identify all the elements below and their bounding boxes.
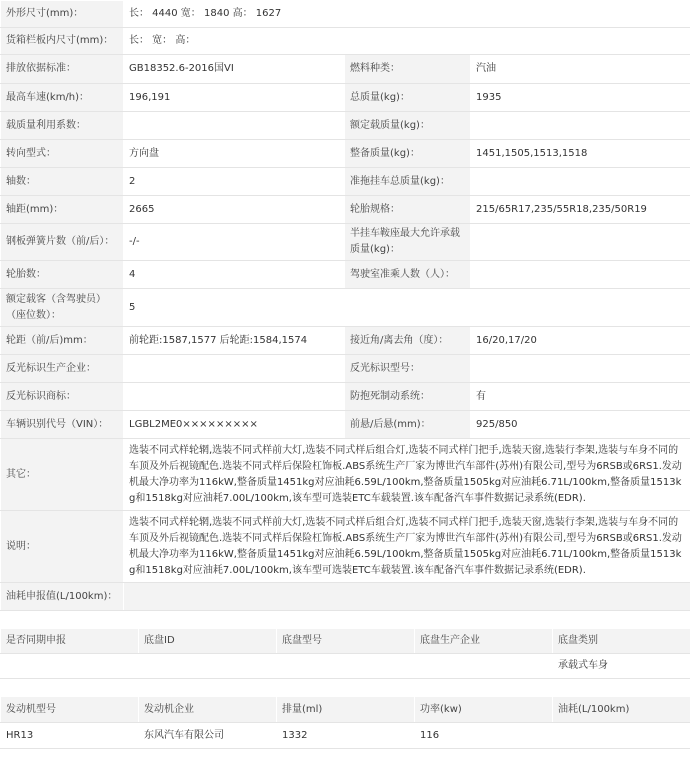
steering-label: 转向型式： bbox=[1, 140, 124, 168]
param-row bbox=[1, 289, 690, 327]
chassis-header-cell: 底盘生产企业 bbox=[415, 629, 553, 654]
overhang-value: 925/850 bbox=[471, 411, 690, 439]
param-row-fuel-value bbox=[1, 583, 690, 611]
reflector-brand-value bbox=[124, 383, 345, 411]
emission-label: 排放依据标准： bbox=[1, 55, 124, 84]
tires-value: 215/65R17,235/55R18,235/50R19 bbox=[471, 196, 690, 224]
max-speed-value: 196,191 bbox=[124, 84, 345, 112]
other-label: 其它： bbox=[1, 439, 124, 511]
param-row bbox=[1, 355, 690, 383]
chassis-row bbox=[1, 654, 690, 679]
fuel-type-label: 燃料种类： bbox=[345, 55, 471, 84]
abs-label: 防抱死制动系统： bbox=[345, 383, 471, 411]
engine-row bbox=[1, 723, 690, 749]
total-mass-label: 总质量(kg)： bbox=[345, 84, 471, 112]
param-row-other bbox=[1, 439, 690, 511]
reflector-maker-label: 反光标识生产企业： bbox=[1, 355, 124, 383]
chassis-cell bbox=[1, 654, 139, 679]
angles-value: 16/20,17/20 bbox=[471, 327, 690, 355]
chassis-cell bbox=[139, 654, 277, 679]
param-row bbox=[1, 168, 690, 196]
chassis-header-cell: 底盘ID bbox=[139, 629, 277, 654]
trailer-mass-value bbox=[471, 168, 690, 196]
chassis-cell bbox=[415, 654, 553, 679]
chassis-table bbox=[0, 628, 690, 679]
note-value: 选装不同式样轮辋,选装不同式样前大灯,选装不同式样后组合灯,选装不同式样门把手,选装天窗,选装行李架,选装与车身不同的车顶及外后视镜配色.选装不同式样后保险杠饰板.ABS系统生产厂家为博世汽车部件(苏州)有限公司,型号为6RSB或6RS1.发动机最大净功率为116kW,整备质量1451kg对应油耗6.59L/100km,整备质量1505kg对应油耗6.71L/100km,整备质量1513kg和1518kg对应油耗7.00L/100km,该车型可选装ETC车载装置.该车配备汽车事件数据记录系统(EDR). bbox=[124, 511, 690, 583]
track-label: 轮距（前/后)mm： bbox=[1, 327, 124, 355]
engine-cell: HR13 bbox=[1, 723, 139, 749]
param-row bbox=[1, 261, 690, 289]
param-row-cargo-size bbox=[1, 28, 690, 55]
reflector-maker-value bbox=[124, 355, 345, 383]
steering-value: 方向盘 bbox=[124, 140, 345, 168]
saddle-label: 半挂车鞍座最大允许承载质量(kg)： bbox=[345, 224, 471, 261]
param-row bbox=[1, 411, 690, 439]
vin-label: 车辆识别代号（VIN）： bbox=[1, 411, 124, 439]
engine-header-row bbox=[1, 697, 690, 723]
seats-label: 额定载客（含驾驶员）（座位数）： bbox=[1, 289, 124, 327]
chassis-header-cell: 是否同期申报 bbox=[1, 629, 139, 654]
outer-size-value: 长： 4440 宽： 1840 高： 1627 bbox=[124, 1, 690, 28]
overhang-label: 前悬/后悬(mm)： bbox=[345, 411, 471, 439]
note-label: 说明： bbox=[1, 511, 124, 583]
seats-value: 5 bbox=[124, 289, 690, 327]
param-row bbox=[1, 112, 690, 140]
angles-label: 接近角/离去角（度）： bbox=[345, 327, 471, 355]
rated-load-value bbox=[471, 112, 690, 140]
engine-header-cell: 发动机型号 bbox=[1, 697, 139, 723]
abs-value: 有 bbox=[471, 383, 690, 411]
chassis-cell: 承载式车身 bbox=[553, 654, 690, 679]
trailer-mass-label: 准拖挂车总质量(kg)： bbox=[345, 168, 471, 196]
wheelbase-label: 轴距(mm)： bbox=[1, 196, 124, 224]
engine-header-cell: 发动机企业 bbox=[139, 697, 277, 723]
engine-header-cell: 功率(kw) bbox=[415, 697, 553, 723]
param-row bbox=[1, 383, 690, 411]
other-value: 选装不同式样轮辋,选装不同式样前大灯,选装不同式样后组合灯,选装不同式样门把手,选装天窗,选装行李架,选装与车身不同的车顶及外后视镜配色.选装不同式样后保险杠饰板.ABS系统生产厂家为博世汽车部件(苏州)有限公司,型号为6RSB或6RS1.发动机最大净功率为116kW,整备质量1451kg对应油耗6.59L/100km,整备质量1505kg对应油耗6.71L/100km,整备质量1513kg和1518kg对应油耗7.00L/100km,该车型可选装ETC车载装置.该车配备汽车事件数据记录系统(EDR). bbox=[124, 439, 690, 511]
engine-header-cell: 油耗(L/100km) bbox=[553, 697, 690, 723]
section-spacer bbox=[0, 679, 690, 696]
fuel-value-value bbox=[124, 583, 690, 611]
engine-cell bbox=[553, 723, 690, 749]
outer-size-label: 外形尺寸(mm)： bbox=[1, 1, 124, 28]
param-row bbox=[1, 84, 690, 112]
reflector-model-value bbox=[471, 355, 690, 383]
wheelbase-value: 2665 bbox=[124, 196, 345, 224]
engine-cell: 1332 bbox=[277, 723, 415, 749]
load-util-value bbox=[124, 112, 345, 140]
curb-mass-label: 整备质量(kg)： bbox=[345, 140, 471, 168]
track-value: 前轮距:1587,1577 后轮距:1584,1574 bbox=[124, 327, 345, 355]
cab-passengers-label: 驾驶室准乘人数（人）： bbox=[345, 261, 471, 289]
chassis-cell bbox=[277, 654, 415, 679]
max-speed-label: 最高车速(km/h)： bbox=[1, 84, 124, 112]
rated-load-label: 额定载质量(kg)： bbox=[345, 112, 471, 140]
reflector-brand-label: 反光标识商标： bbox=[1, 383, 124, 411]
load-util-label: 载质量利用系数： bbox=[1, 112, 124, 140]
param-row-note bbox=[1, 511, 690, 583]
fuel-value-label: 油耗申报值(L/100km)： bbox=[1, 583, 124, 611]
cargo-size-value: 长： 宽： 高： bbox=[124, 28, 690, 55]
tire-count-label: 轮胎数： bbox=[1, 261, 124, 289]
tires-label: 轮胎规格： bbox=[345, 196, 471, 224]
chassis-header-cell: 底盘类别 bbox=[553, 629, 690, 654]
springs-label: 钢板弹簧片数（前/后）： bbox=[1, 224, 124, 261]
section-spacer bbox=[0, 611, 690, 628]
param-row bbox=[1, 327, 690, 355]
tire-count-value: 4 bbox=[124, 261, 345, 289]
curb-mass-value: 1451,1505,1513,1518 bbox=[471, 140, 690, 168]
fuel-type-value: 汽油 bbox=[471, 55, 690, 84]
saddle-value bbox=[471, 224, 690, 261]
chassis-header-cell: 底盘型号 bbox=[277, 629, 415, 654]
param-row-outer-size bbox=[1, 1, 690, 28]
param-row bbox=[1, 140, 690, 168]
vin-value: LGBL2ME0××××××××× bbox=[124, 411, 345, 439]
cab-passengers-value bbox=[471, 261, 690, 289]
param-row bbox=[1, 196, 690, 224]
engine-table bbox=[0, 696, 690, 749]
chassis-header-row bbox=[1, 629, 690, 654]
axles-label: 轴数： bbox=[1, 168, 124, 196]
total-mass-value: 1935 bbox=[471, 84, 690, 112]
springs-value: -/- bbox=[124, 224, 345, 261]
param-row bbox=[1, 55, 690, 84]
axles-value: 2 bbox=[124, 168, 345, 196]
cargo-size-label: 货箱栏板内尺寸(mm)： bbox=[1, 28, 124, 55]
engine-header-cell: 排量(ml) bbox=[277, 697, 415, 723]
engine-cell: 116 bbox=[415, 723, 553, 749]
emission-value: GB18352.6-2016国VI bbox=[124, 55, 345, 84]
param-row bbox=[1, 224, 690, 261]
engine-cell: 东风汽车有限公司 bbox=[139, 723, 277, 749]
reflector-model-label: 反光标识型号： bbox=[345, 355, 471, 383]
